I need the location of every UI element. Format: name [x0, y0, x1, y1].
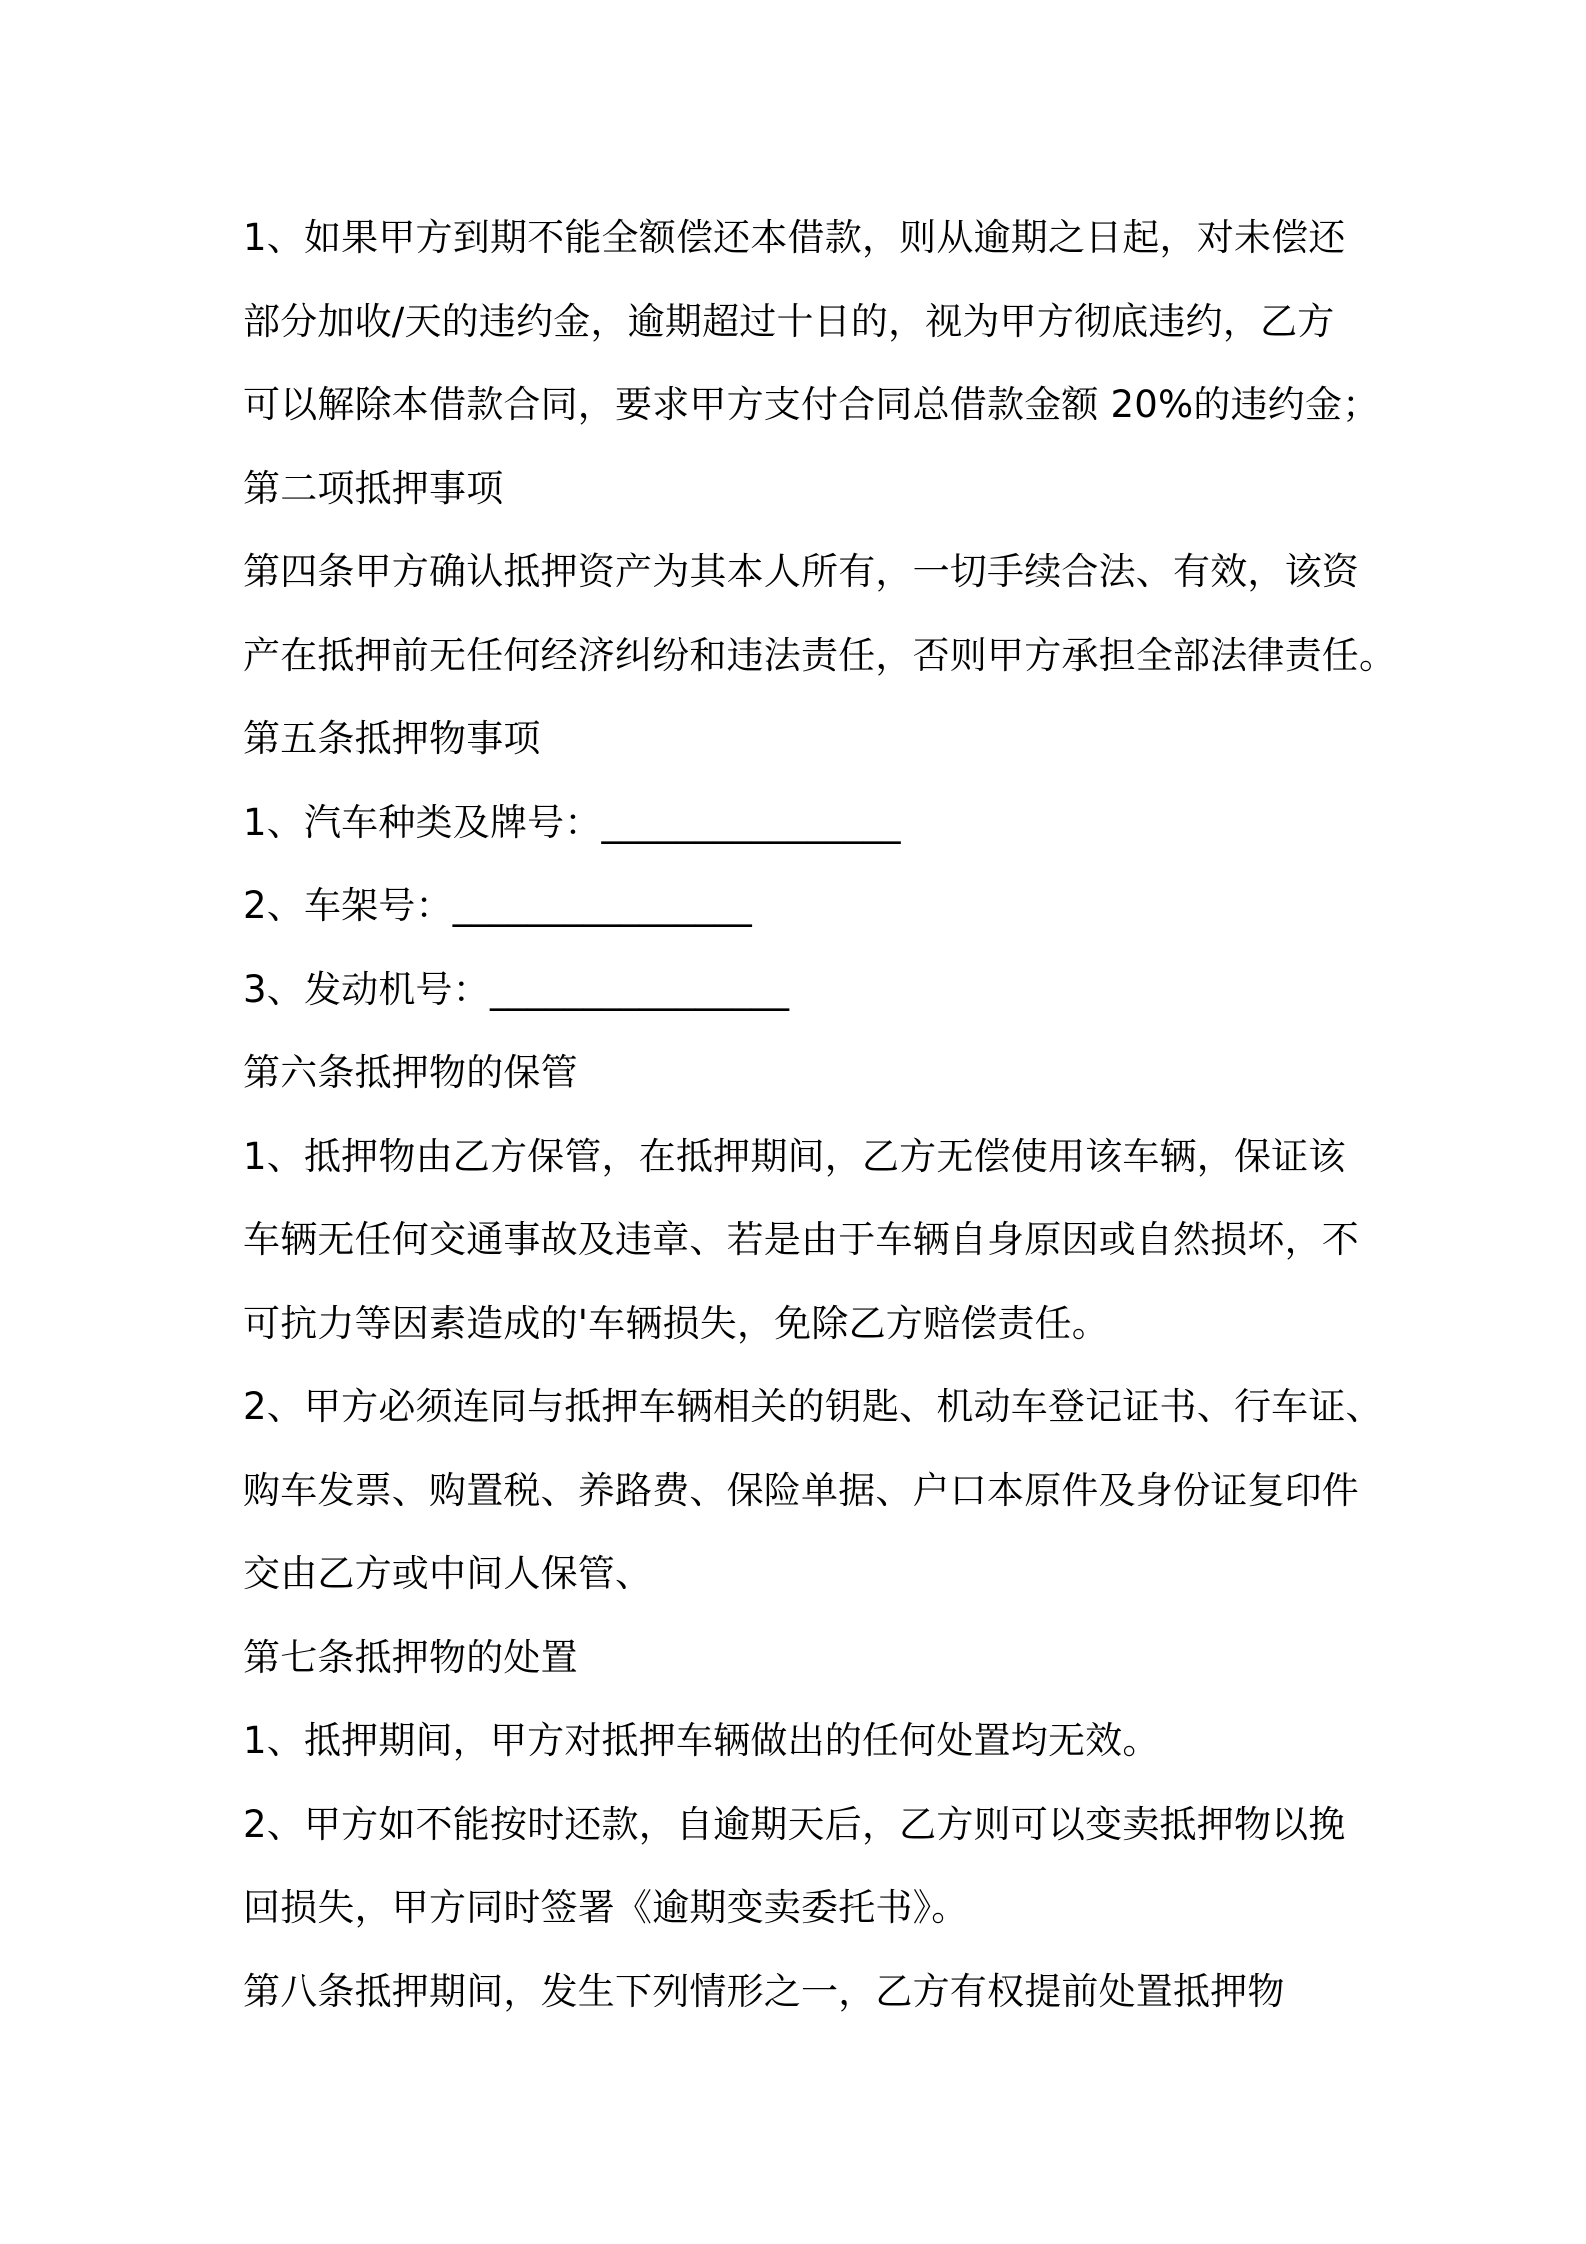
article-6-item-1-line-3: 可抗力等因素造成的'车辆损失，免除乙方赔偿责任。	[243, 1301, 1109, 1345]
frame-number-field: 2、车架号：________________	[243, 884, 752, 927]
article-6-item-2-line-3: 交由乙方或中间人保管、	[243, 1552, 653, 1595]
clause-1-line-1: 1、如果甲方到期不能全额偿还本借款，则从逾期之日起，对未偿还	[243, 216, 1346, 259]
article-7-item-2-line-2: 回损失，甲方同时签署《逾期变卖委托书》。	[243, 1886, 969, 1929]
article-5-heading: 第五条抵押物事项	[243, 717, 541, 760]
article-4-line-2: 产在抵押前无任何经济纠纷和违法责任，否则甲方承担全部法律责任。	[243, 633, 1397, 677]
section-heading-mortgage: 第二项抵押事项	[243, 466, 504, 510]
article-7-heading: 第七条抵押物的处置	[243, 1635, 578, 1679]
article-7-item-1: 1、抵押期间，甲方对抵押车辆做出的任何处置均无效。	[243, 1719, 1160, 1762]
article-6-item-1-line-1: 1、抵押物由乙方保管，在抵押期间，乙方无偿使用该车辆，保证该	[243, 1134, 1346, 1178]
document-page	[243, 196, 1397, 2033]
article-4-line-1: 第四条甲方确认抵押资产为其本人所有，一切手续合法、有效，该资	[243, 550, 1359, 593]
article-6-item-2-line-2: 购车发票、购置税、养路费、保险单据、户口本原件及身份证复印件	[243, 1468, 1359, 1512]
vehicle-type-plate-field: 1、汽车种类及牌号：________________	[243, 800, 901, 844]
article-7-item-2-line-1: 2、甲方如不能按时还款，自逾期天后，乙方则可以变卖抵押物以挽	[243, 1802, 1346, 1846]
article-6-heading: 第六条抵押物的保管	[243, 1051, 578, 1094]
article-8-heading: 第八条抵押期间，发生下列情形之一，乙方有权提前处置抵押物	[243, 1969, 1285, 2013]
clause-1-line-3: 可以解除本借款合同，要求甲方支付合同总借款金额 20%的违约金；	[243, 383, 1380, 426]
article-6-item-2-line-1: 2、甲方必须连同与抵押车辆相关的钥匙、机动车登记证书、行车证、	[243, 1385, 1383, 1428]
article-6-item-1-line-2: 车辆无任何交通事故及违章、若是由于车辆自身原因或自然损坏，不	[243, 1218, 1359, 1261]
engine-number-field: 3、发动机号：________________	[243, 967, 790, 1011]
clause-1-line-2: 部分加收/天的违约金，逾期超过十日的，视为甲方彻底违约，乙方	[243, 299, 1335, 343]
